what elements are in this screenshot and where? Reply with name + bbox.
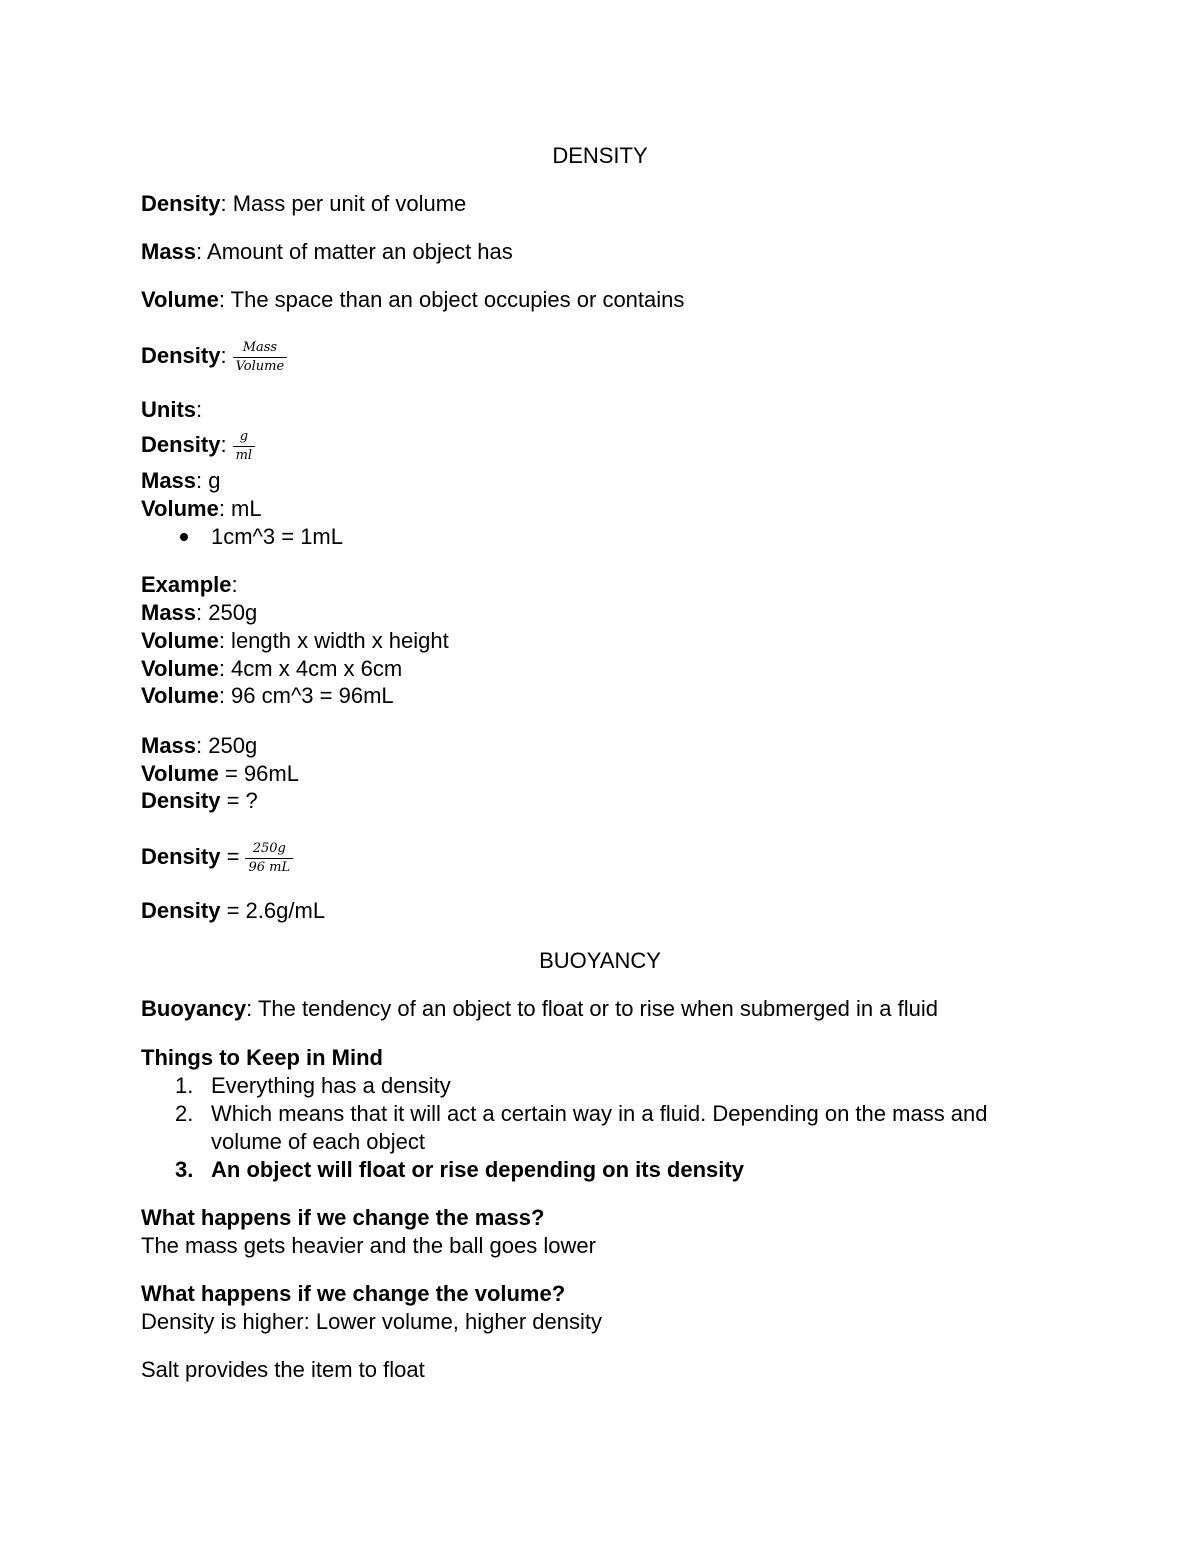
calc-volume [141, 760, 299, 788]
term: Volume [141, 683, 219, 708]
numerator: Mass [233, 340, 288, 358]
density-formula [141, 338, 287, 375]
term: Volume [141, 628, 219, 653]
list-number: 2. [175, 1101, 194, 1126]
value-text: = ? [220, 788, 258, 813]
density-result [141, 897, 325, 925]
bullet-item [141, 523, 541, 551]
density-heading: DENSITY [552, 143, 648, 168]
term: Mass [141, 733, 197, 758]
calc-density-fraction [141, 839, 293, 876]
answer-mass: The mass gets heavier and the ball goes lower [141, 1233, 596, 1258]
value-text: = 2.6g/mL [220, 898, 326, 923]
term: Volume [141, 496, 219, 521]
value-text: : 250g [196, 600, 258, 625]
buoyancy-heading: BUOYANCY [539, 948, 661, 973]
value-text: : 96 cm^3 = 96mL [218, 683, 394, 708]
term: Density [141, 343, 221, 368]
term: Density [141, 432, 221, 457]
definition-text: : The space than an object occupies or contains [218, 287, 685, 312]
example-label [141, 571, 238, 599]
density-definition [141, 190, 466, 218]
example-mass [141, 599, 257, 627]
term: Buoyancy [141, 996, 247, 1021]
unit-density [141, 428, 255, 464]
example-volume-formula [141, 627, 449, 655]
unit-mass [141, 467, 221, 495]
denominator: ml [235, 447, 253, 463]
volume-definition [141, 286, 684, 314]
list-item [141, 1072, 1059, 1100]
question-volume: What happens if we change the volume? [141, 1281, 566, 1306]
term: Units [141, 397, 196, 422]
definition-text: : Amount of matter an object has [196, 239, 513, 264]
term: Mass [141, 600, 197, 625]
term: Density [141, 898, 221, 923]
bullet-icon [180, 533, 188, 541]
term: Mass [141, 468, 197, 493]
separator: : [220, 343, 227, 368]
calc-density-unknown [141, 787, 258, 815]
mass-definition [141, 238, 513, 266]
list-text: An object will float or rise depending on its density [211, 1157, 744, 1182]
question-mass: What happens if we change the mass? [141, 1205, 545, 1230]
separator: : [231, 572, 238, 597]
numerator: 250g [245, 841, 293, 859]
list-text: Which means that it will act a certain way in a fluid. Depending on the mass and [211, 1101, 988, 1126]
denominator: Volume [235, 358, 285, 374]
fraction [233, 429, 256, 464]
bullet-text: 1cm^3 = 1mL [211, 524, 343, 549]
unit-text: : mL [218, 496, 262, 521]
list-text-continued: volume of each object [211, 1129, 426, 1154]
calc-mass [141, 732, 257, 760]
term: Density [141, 788, 221, 813]
units-label [141, 396, 202, 424]
example-volume-result [141, 682, 394, 710]
value-text: = 96mL [218, 761, 299, 786]
definition-text: : The tendency of an object to float or to rise when submerged in a fluid [246, 996, 938, 1021]
definition-text: : Mass per unit of volume [220, 191, 467, 216]
buoyancy-definition [141, 995, 938, 1023]
list-number: 1. [175, 1073, 194, 1098]
value-text: : length x width x height [218, 628, 449, 653]
separator: = [220, 844, 240, 869]
value-text: : 4cm x 4cm x 6cm [218, 656, 403, 681]
term: Mass [141, 239, 197, 264]
fraction [245, 841, 293, 876]
list-item [141, 1156, 1059, 1184]
keep-in-mind-heading: Things to Keep in Mind [141, 1045, 383, 1070]
denominator: 96 mL [248, 859, 291, 875]
numerator: g [233, 429, 256, 447]
term: Volume [141, 656, 219, 681]
list-item [141, 1100, 1059, 1156]
term: Volume [141, 287, 219, 312]
unit-volume [141, 495, 262, 523]
list-number: 3. [175, 1157, 194, 1182]
separator: : [220, 432, 227, 457]
term: Volume [141, 761, 219, 786]
salt-note: Salt provides the item to float [141, 1357, 425, 1382]
separator: : [196, 397, 203, 422]
fraction [233, 340, 288, 375]
value-text: : 250g [196, 733, 258, 758]
term: Density [141, 191, 221, 216]
unit-text: : g [196, 468, 221, 493]
term: Example [141, 572, 232, 597]
term: Density [141, 844, 221, 869]
example-volume-dimensions [141, 655, 402, 683]
list-text: Everything has a density [211, 1073, 451, 1098]
answer-volume: Density is higher: Lower volume, higher density [141, 1309, 603, 1334]
